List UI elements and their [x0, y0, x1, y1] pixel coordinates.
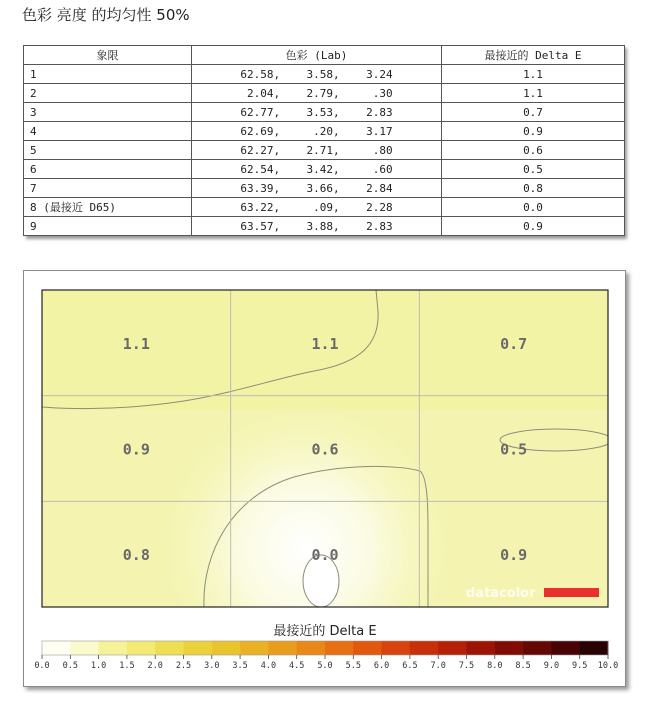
table-row [24, 84, 625, 103]
table-row [24, 160, 625, 179]
cell-lab: 62.77, 3.53, 2.83 [192, 103, 442, 122]
scale-segment [353, 641, 382, 655]
uniformity-chart-frame [23, 270, 626, 687]
scale-segment [580, 641, 609, 655]
cell-delta-e: 1.1 [442, 84, 625, 103]
datacolor-watermark: datacolor [466, 586, 536, 601]
scale-tick-label: 4.0 [260, 661, 277, 671]
cell-quadrant: 1 [24, 65, 192, 84]
cell-value-label: 0.9 [122, 440, 150, 459]
quadrant-table [23, 45, 624, 236]
page-title: 色彩 亮度 的均匀性 50% [22, 6, 190, 24]
cell-quadrant: 2 [24, 84, 192, 103]
scale-segment [70, 641, 99, 655]
scale-segment [240, 641, 269, 655]
scale-segment [551, 641, 580, 655]
scale-tick-label: 4.5 [289, 661, 305, 671]
cell-delta-e: 0.6 [442, 141, 625, 160]
cell-lab: 62.69, .20, 3.17 [192, 122, 442, 141]
scale-segment [438, 641, 467, 655]
cell-quadrant: 5 [24, 141, 192, 160]
scale-tick-label: 0.0 [34, 661, 50, 671]
scale-tick-label: 5.5 [345, 661, 361, 671]
table-row [24, 65, 625, 84]
scale-segment [212, 641, 241, 655]
cell-quadrant: 7 [24, 179, 192, 198]
cell-quadrant: 4 [24, 122, 192, 141]
scale-segment [297, 641, 326, 655]
scale-segment [184, 641, 213, 655]
scale-tick-label: 3.0 [204, 661, 220, 671]
scale-segment [410, 641, 439, 655]
scale-tick-label: 7.5 [458, 661, 475, 671]
scale-tick-label: 2.5 [175, 661, 192, 671]
scale-tick-label: 3.5 [232, 661, 248, 671]
scale-segment [467, 641, 496, 655]
table-header-row [24, 46, 625, 65]
scale-tick-label: 6.5 [402, 661, 418, 671]
cell-value-label: 0.5 [500, 440, 528, 459]
cell-delta-e: 0.9 [442, 217, 625, 236]
cell-value-label: 0.6 [311, 440, 339, 459]
cell-delta-e: 0.0 [442, 198, 625, 217]
scale-segment [99, 641, 128, 655]
scale-segment [325, 641, 354, 655]
header-quadrant: 象限 [24, 46, 192, 65]
scale-segment [42, 641, 71, 655]
cell-delta-e: 0.8 [442, 179, 625, 198]
cell-value-label: 0.9 [500, 546, 528, 565]
scale-tick-label: 10.0 [597, 661, 619, 671]
table-row [24, 141, 625, 160]
cell-delta-e: 0.5 [442, 160, 625, 179]
cell-lab: 62.58, 3.58, 3.24 [192, 65, 442, 84]
scale-segment [127, 641, 156, 655]
cell-quadrant: 3 [24, 103, 192, 122]
scale-tick-label: 8.0 [487, 661, 503, 671]
cell-value-label: 0.8 [122, 546, 150, 565]
cell-value-label: 1.1 [122, 334, 150, 353]
cell-delta-e: 1.1 [442, 65, 625, 84]
table-row [24, 122, 625, 141]
cell-delta-e: 0.9 [442, 122, 625, 141]
scale-tick-label: 9.0 [543, 661, 560, 671]
scale-tick-label: 9.5 [572, 661, 588, 671]
cell-value-label: 1.1 [311, 334, 339, 353]
scale-title: 最接近的 Delta E [273, 624, 377, 639]
scale-tick-label: 1.5 [119, 661, 135, 671]
scale-segment [495, 641, 524, 655]
cell-value-label: 0.7 [500, 334, 528, 353]
scale-tick-label: 0.5 [62, 661, 78, 671]
cell-quadrant: 6 [24, 160, 192, 179]
brand-bar [544, 588, 599, 597]
table-row [24, 217, 625, 236]
scale-tick-label: 7.0 [430, 661, 446, 671]
header-lab: 色彩 (Lab) [192, 46, 442, 65]
cell-delta-e: 0.7 [442, 103, 625, 122]
cell-value-label: 0.0 [311, 546, 339, 565]
scale-tick-label: 8.5 [515, 661, 531, 671]
cell-lab: 63.22, .09, 2.28 [192, 198, 442, 217]
header-delta-e: 最接近的 Delta E [442, 46, 625, 65]
cell-lab: 63.57, 3.88, 2.83 [192, 217, 442, 236]
table-row [24, 179, 625, 198]
cell-lab: 62.54, 3.42, .60 [192, 160, 442, 179]
scale-tick-label: 2.0 [147, 661, 163, 671]
scale-tick-label: 5.0 [317, 661, 333, 671]
cell-lab: 62.27, 2.71, .80 [192, 141, 442, 160]
cell-quadrant: 9 [24, 217, 192, 236]
scale-segment [155, 641, 184, 655]
scale-tick-label: 6.0 [373, 661, 390, 671]
uniformity-heatmap [24, 271, 625, 686]
cell-lab: 2.04, 2.79, .30 [192, 84, 442, 103]
scale-tick-label: 1.0 [90, 661, 107, 671]
cell-quadrant: 8 (最接近 D65) [24, 198, 192, 217]
scale-segment [268, 641, 297, 655]
table-row [24, 198, 625, 217]
table-row [24, 103, 625, 122]
scale-segment [382, 641, 411, 655]
cell-lab: 63.39, 3.66, 2.84 [192, 179, 442, 198]
scale-segment [523, 641, 552, 655]
